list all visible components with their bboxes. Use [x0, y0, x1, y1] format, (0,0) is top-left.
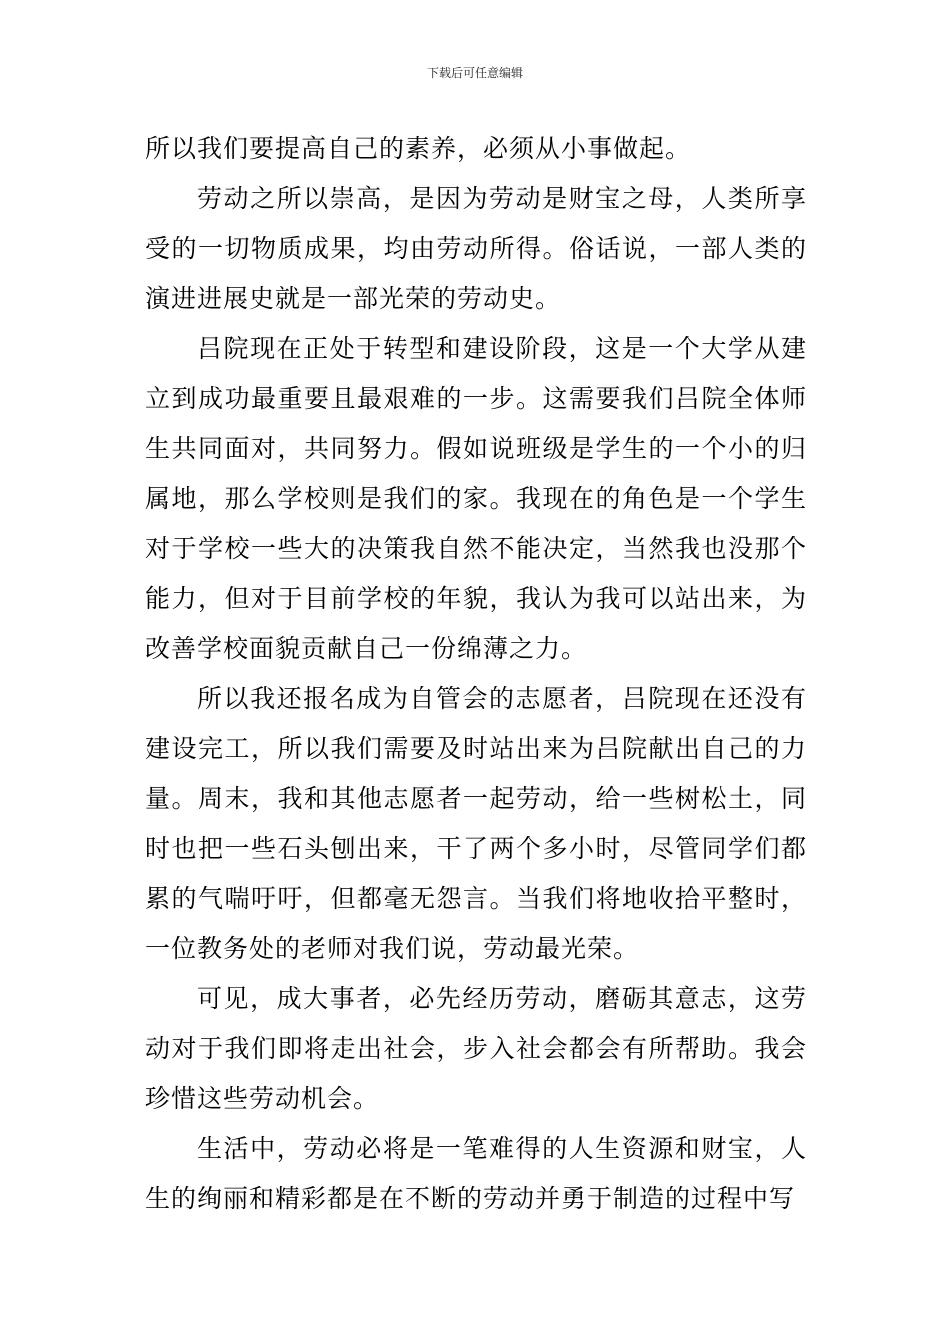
- paragraph-5: 可见，成大事者，必先经历劳动，磨砺其意志，这劳动对于我们即将走出社会，步入社会都会有所帮助。我会珍惜这些劳动机会。: [145, 984, 807, 1113]
- paragraph-3: 吕院现在正处于转型和建设阶段，这是一个大学从建立到成功最重要且最艰难的一步。这需要我们吕院全体师生共同面对，共同努力。假如说班级是学生的一个小的归属地，那么学校则是我们的家。我现在的角色是一个学生对于学校一些大的决策我自然不能决定，当然我也没那个能力，但对于目前学校的年貌，我认为我可以站出来，为改善学校面貌贡献自己一份绵薄之力。: [145, 334, 807, 663]
- paragraph-1: 所以我们要提高自己的素养，必须从小事做起。: [145, 134, 692, 163]
- document-body: [145, 124, 807, 1224]
- paragraph-2: 劳动之所以崇高，是因为劳动是财宝之母，人类所享受的一切物质成果，均由劳动所得。俗话说，一部人类的演进进展史就是一部光荣的劳动史。: [145, 184, 807, 313]
- paragraph-6: 生活中，劳动必将是一笔难得的人生资源和财宝，人生的绚丽和精彩都是在不断的劳动并勇于制造的过程中写: [145, 1134, 807, 1213]
- paragraph-4: 所以我还报名成为自管会的志愿者，吕院现在还没有建设完工，所以我们需要及时站出来为吕院献出自己的力量。周末，我和其他志愿者一起劳动，给一些树松土，同时也把一些石头刨出来，干了两个多小时，尽管同学们都累的气喘吁吁，但都毫无怨言。当我们将地收拾平整时，一位教务处的老师对我们说，劳动最光荣。: [145, 684, 807, 963]
- page-header-note: 下载后可任意编辑: [426, 66, 523, 80]
